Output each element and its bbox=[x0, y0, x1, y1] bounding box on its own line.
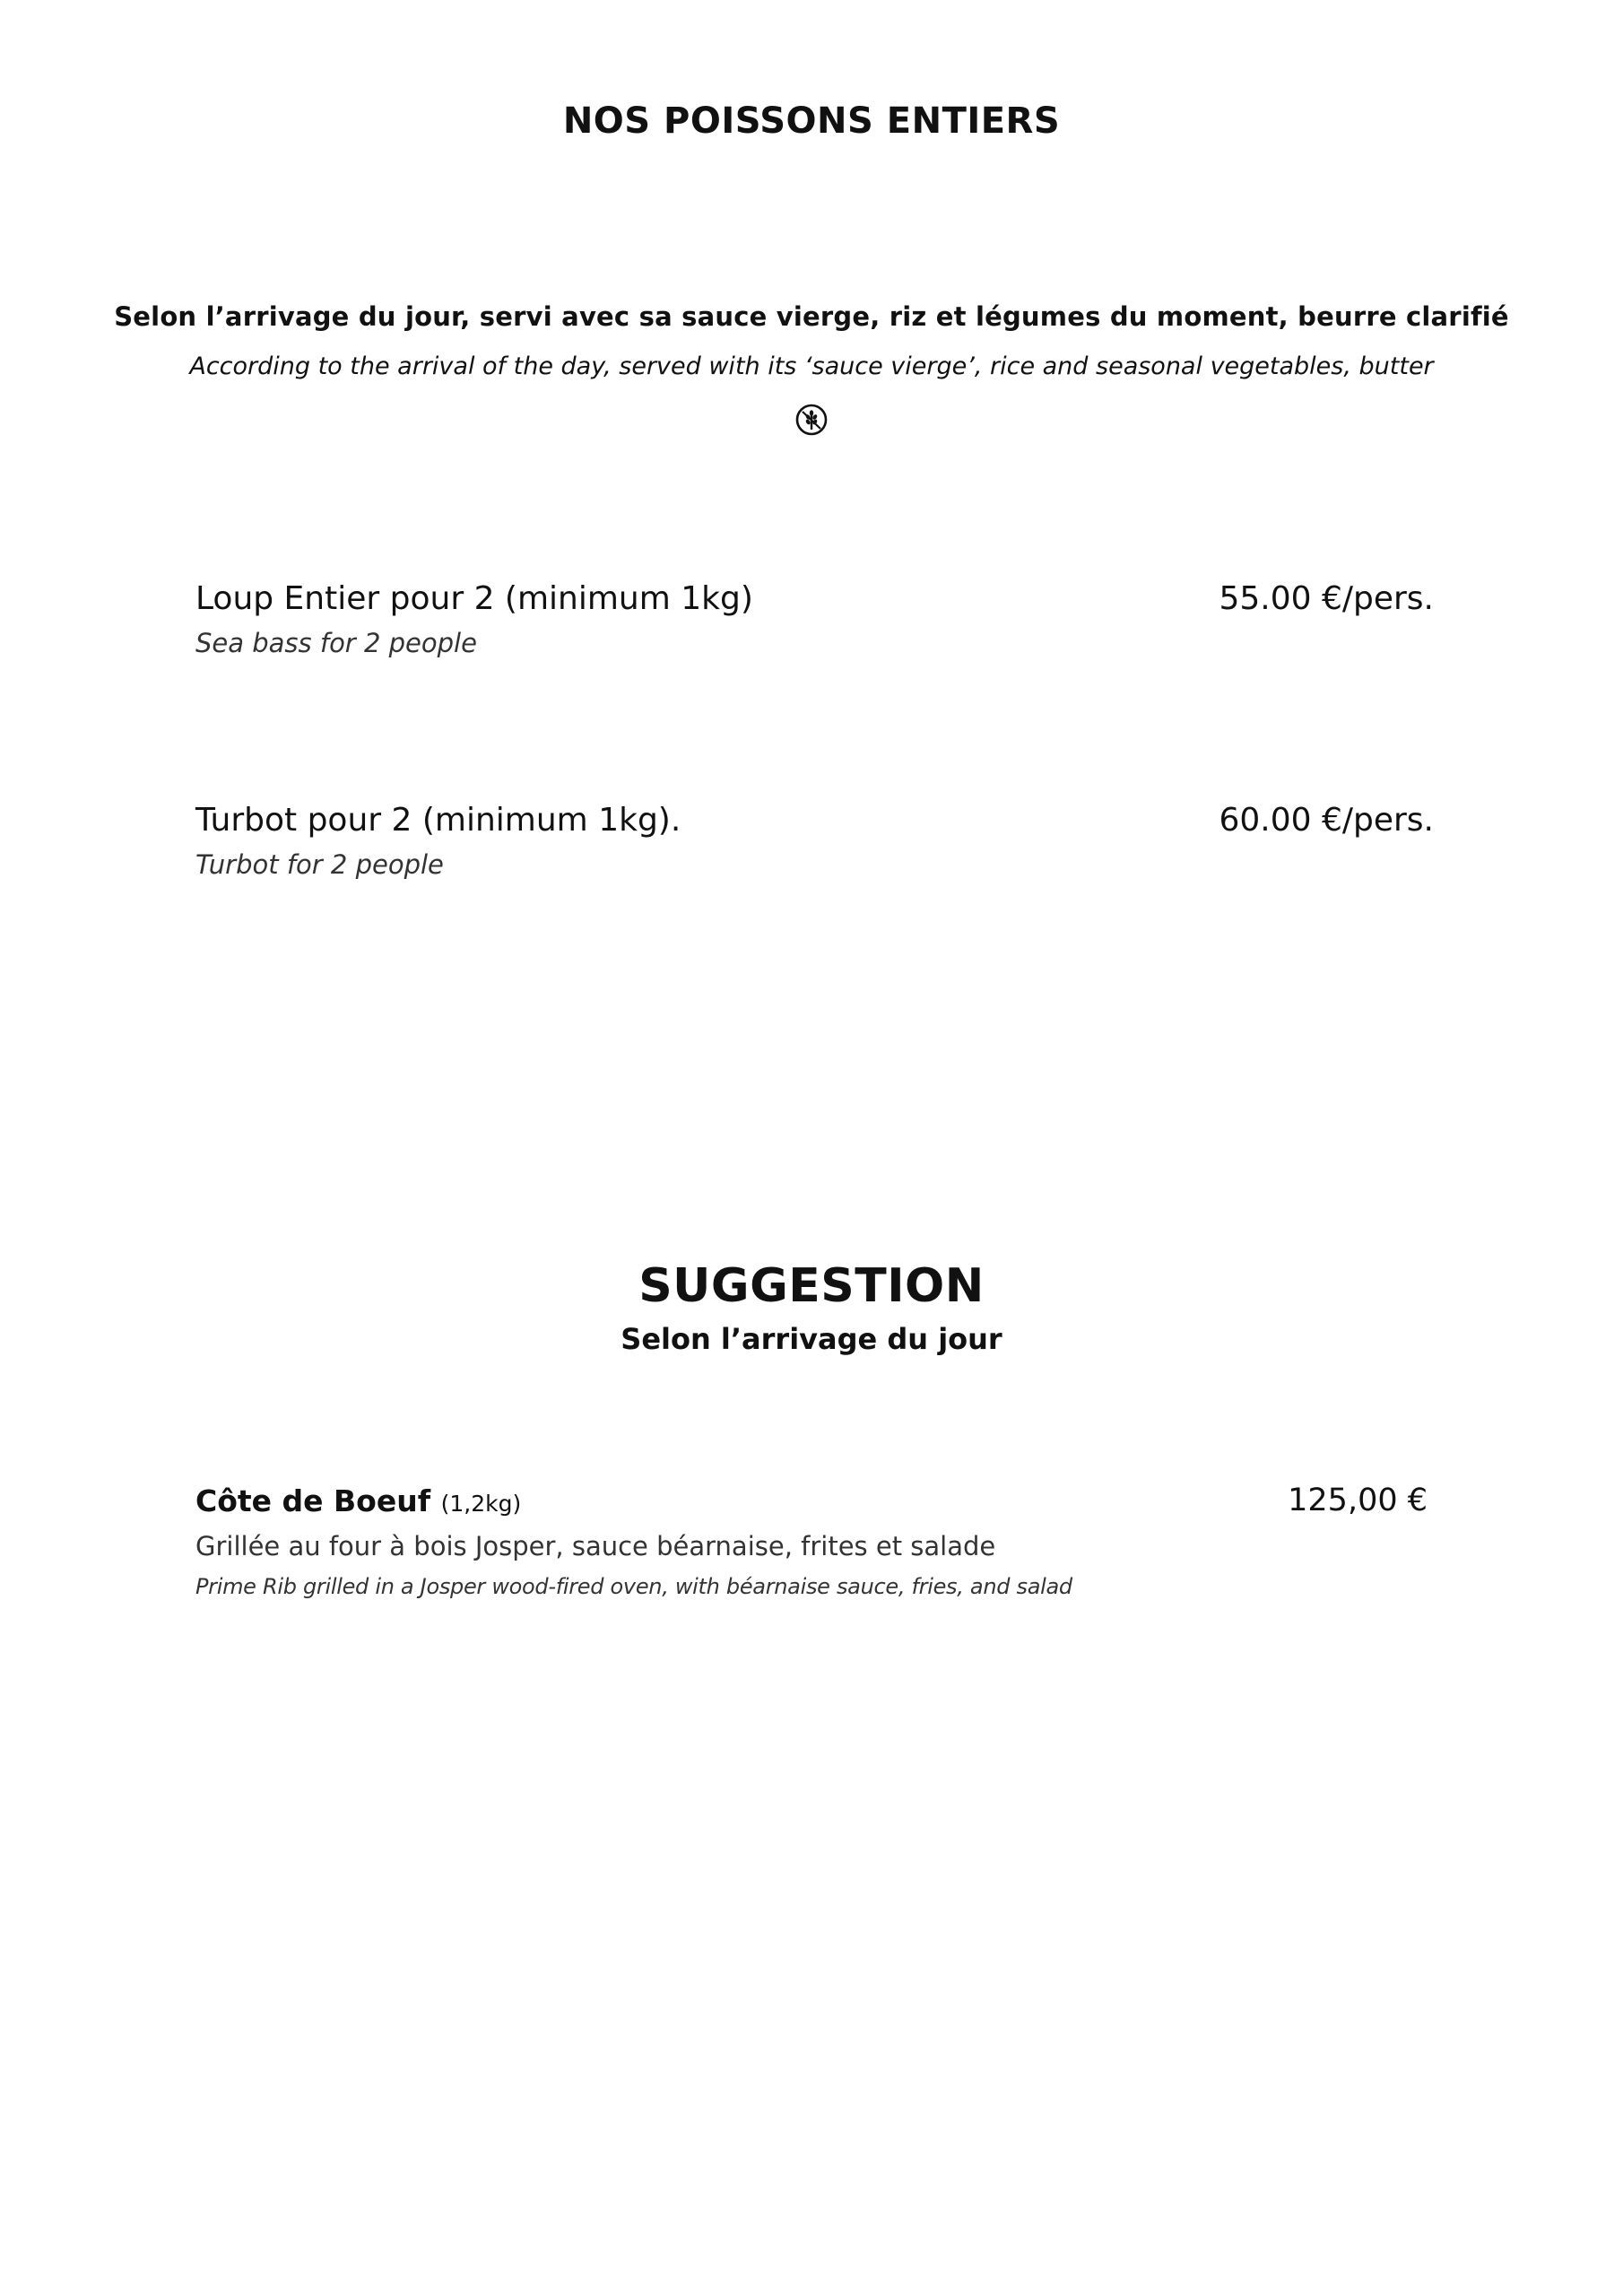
section-title-suggestion: SUGGESTION bbox=[638, 1259, 985, 1313]
fish-intro-fr: Selon l’arrivage du jour, servi avec sa sauce vierge, riz et légumes du moment, beurre clarifié bbox=[114, 301, 1509, 332]
suggestion-item-title: Côte de Boeuf bbox=[195, 1483, 431, 1518]
suggestion-item-description-fr: Grillée au four à bois Josper, sauce béarnaise, frites et salade bbox=[195, 1531, 996, 1561]
menu-item-subtitle: Turbot for 2 people bbox=[195, 849, 444, 880]
suggestion-item-price: 125,00 € bbox=[1288, 1483, 1428, 1518]
menu-item-name: Loup Entier pour 2 (minimum 1kg) bbox=[195, 580, 753, 617]
suggestion-item-name bbox=[195, 1483, 521, 1518]
menu-item-name: Turbot pour 2 (minimum 1kg). bbox=[195, 802, 681, 839]
suggestion-item-weight: (1,2kg) bbox=[440, 1491, 522, 1517]
suggestion-subtitle: Selon l’arrivage du jour bbox=[621, 1322, 1002, 1356]
fish-intro-en: According to the arrival of the day, served with its ‘sauce vierge’, rice and seasonal vegetables, butter bbox=[189, 352, 1434, 380]
suggestion-item-description-en: Prime Rib grilled in a Josper wood-fired oven, with béarnaise sauce, fries, and salad bbox=[195, 1574, 1072, 1599]
section-title-fish: NOS POISSONS ENTIERS bbox=[562, 100, 1061, 142]
gluten-wheat-icon bbox=[795, 404, 828, 436]
menu-item-price: 55.00 €/pers. bbox=[1219, 580, 1434, 617]
menu-item-price: 60.00 €/pers. bbox=[1219, 802, 1434, 839]
menu-item-subtitle: Sea bass for 2 people bbox=[195, 628, 477, 658]
